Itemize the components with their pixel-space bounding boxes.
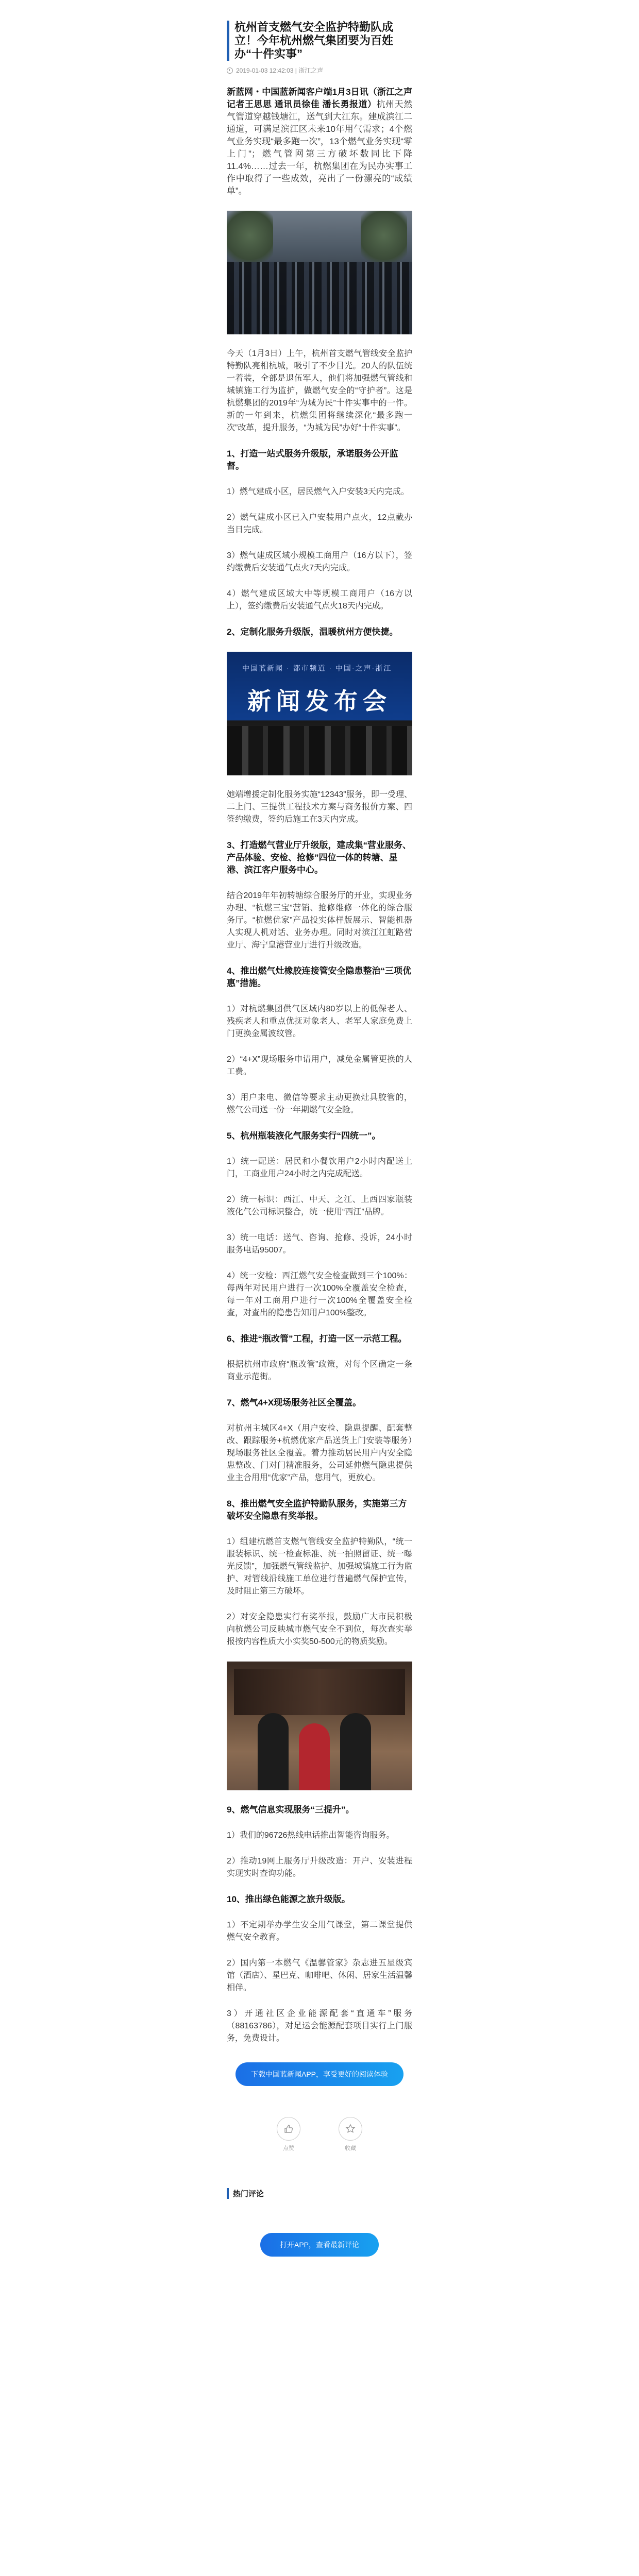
collect-label: 收藏	[345, 2145, 356, 2151]
person-shape	[340, 1713, 371, 1790]
paragraph: 1）燃气建成小区，居民燃气入户安装3天内完成。	[227, 487, 409, 496]
download-cta-wrap	[227, 2062, 412, 2086]
paragraph: 1）不定期举办学生安全用气课堂，第二课堂提供燃气安全教育。	[227, 1921, 412, 1942]
banner-main-text: 新闻发布会	[247, 687, 392, 715]
team-row	[227, 262, 412, 283]
meta-text: 2019-01-03 12:42:03 | 浙江之声	[236, 67, 324, 74]
paragraph: 3）统一电话：送气、咨询、抢修、投诉，24小时服务电话95007。	[227, 1233, 412, 1255]
paragraph: 1）对杭燃集团供气区域内80岁以上的低保老人、残疾老人和重点优抚对象老人、老军人家庭免费上门更换金属波纹管。	[227, 1005, 412, 1038]
open-app-cta-wrap	[227, 2233, 412, 2257]
paragraph: 4）统一安检：西江燃气安全检查做到三个100%：每两年对民用户进行一次100%全覆盖安全检查，每一年对工商用户进行一次100%全覆盖安全检查，对查出的隐患告知用户100%整改。	[227, 1272, 412, 1317]
section-heading: 10、推出绿色能源之旅升级版。	[227, 1894, 350, 1904]
open-app-comments-button[interactable]: 打开APP，查看最新评论	[260, 2233, 379, 2257]
lead-paragraph	[227, 86, 412, 197]
collect-button[interactable]	[335, 2117, 366, 2152]
section-heading: 8、推出燃气安全监护特勤队服务，实施第三方破坏安全隐患有奖举报。	[227, 1499, 407, 1521]
audience-shape	[227, 726, 412, 775]
paragraph: 2）对安全隐患实行有奖举报，鼓励广大市民积极向杭燃公司反映城市燃气安全不到位，每次查实举报按内容性质大小实奖50-500元的物质奖励。	[227, 1613, 412, 1646]
paragraph: 2）统一标识：西江、中天、之江、上西四家瓶装液化气公司标识整合，统一使用“西江”品牌。	[227, 1195, 412, 1216]
photo-press-conference	[227, 652, 412, 775]
paragraph: 2）“4+X”现场服务申请用户，减免金属管更换的人工费。	[227, 1055, 412, 1076]
paragraph: 2）推动19网上服务厅升级改造：开户、安装进程实现实时查询功能。	[227, 1857, 412, 1878]
paragraph: 3）燃气建成区域小规模工商用户（16方以下），签约缴费后安装通气点火7天内完成。	[227, 551, 412, 572]
section-heading: 3、打造燃气营业厅升级版，建成集“营业服务、产品体验、安检、抢修”四位一体的转塘、星港、滨江客户服务中心。	[227, 840, 411, 875]
download-app-button[interactable]: 下载中国蓝新闻APP，享受更好的阅读体验	[236, 2062, 403, 2086]
paragraph: 1）我们的96726热线电话推出智能咨询服务。	[227, 1831, 395, 1840]
lead-rest: 杭州天然气管道穿越钱塘江，送气到大江东。建成滨江二通道，可满足滨江区未来10年用气需求；4个燃气业务实现“最多跑一次”，13个燃气业务实现“零上门”；燃气管网第三方破坏数同比下降11.4%……过去一年，杭燃集团在为民办实事工作中取得了一些成效，亮出了一份漂亮的“成绩单”。	[227, 99, 413, 196]
hot-comments-title: 热门评论	[227, 2188, 412, 2199]
clock-icon	[227, 67, 233, 74]
paragraph: 对杭州主城区4+X（用户安检、隐患提醒、配套整改、跟踪服务+杭燃优家产品送货上门安装等服务）现场服务社区全覆盖。着力推动居民用户内安全隐患整改、门对门精准服务，公司延伸燃气隐患提供业主合用用“优家”产品，您用气，更放心。	[227, 1424, 412, 1482]
section-heading: 4、推出燃气灶橡胶连接管安全隐患整治“三项优惠”措施。	[227, 966, 411, 988]
paragraph: 2）国内第一本燃气《温馨管家》杂志进五星级宾馆（酒店）、星巴克、咖啡吧、休闲、居家生活温馨相伴。	[227, 1959, 413, 1992]
like-button[interactable]	[273, 2117, 304, 2152]
article-actions	[273, 2117, 366, 2152]
paragraph: 今天（1月3日）上午，杭州首支燃气管线安全监护特勤队亮相杭城，吸引了不少目光。20人的队伍统一着装，全部是退伍军人，他们将加强燃气管线和城镇施工行为监护，做燃气安全的“守护者”。这是杭燃集团的2019年“为城为民”十件实事中的一件。新的一年到来，杭燃集团将继续深化“最多跑一次”改革，提升服务，“为城为民”办好“十件实事”。	[227, 349, 412, 432]
star-icon	[339, 2117, 362, 2141]
paragraph: 3）开通社区企业能源配套“直通车”服务（88163786），对足运会能源配套项目实行上门服务，免费设计。	[227, 2009, 412, 2043]
person-shape	[299, 1723, 330, 1790]
paragraph: 她端增援定制化服务实施“12343”服务，即一受理、二上门、三提供工程技术方案与商务报价方案、四签约缴费，签约后施工在3天内完成。	[227, 790, 412, 824]
article	[227, 0, 412, 2257]
paragraph: 1）统一配送：居民和小餐饮用户2小时内配送上门，工商业用户24小时之内完成配送。	[227, 1157, 412, 1178]
title-bar	[227, 21, 412, 61]
section-heading: 5、杭州瓶装液化气服务实行“四统一”。	[227, 1131, 381, 1141]
photo-ceremony	[227, 1662, 412, 1790]
section-heading: 6、推进“瓶改管”工程，打造一区一示范工程。	[227, 1334, 407, 1344]
article-meta	[227, 66, 412, 75]
photo-security-team	[227, 211, 412, 334]
paragraph: 3）用户来电、微信等要求主动更换灶具胶管的，燃气公司送一份一年期燃气安全险。	[227, 1093, 412, 1114]
paragraph: 根据杭州市政府“瓶改管”政策，对每个区确定一条商业示范街。	[227, 1360, 412, 1381]
article-title: 杭州首支燃气安全监护特勤队成立！今年杭州燃气集团要为百姓办“十件实事”	[234, 21, 394, 60]
paragraph: 2）燃气建成小区已入户安装用户点火，12点截办当日完成。	[227, 513, 412, 534]
like-label: 点赞	[283, 2145, 294, 2151]
team-row	[227, 283, 412, 309]
section-heading: 9、燃气信息实现服务“三提升”。	[227, 1805, 355, 1815]
team-row	[227, 309, 412, 334]
banner-top-text: 中国蓝新闻 · 都市频道 · 中国·之声·浙江	[242, 664, 392, 672]
like-icon	[277, 2117, 300, 2141]
section-heading: 7、燃气4+X现场服务社区全覆盖。	[227, 1398, 362, 1408]
person-shape	[258, 1713, 289, 1790]
backdrop-panel	[234, 1669, 405, 1715]
section-heading: 2、定制化服务升级版，温暖杭州方便快捷。	[227, 627, 398, 637]
lead-bold: 新蓝网・中国蓝新闻客户端1月3日讯（浙江之声记者王思思 通讯员徐佳 潘长勇报道）	[227, 87, 412, 109]
paragraph: 结合2019年年初转塘综合服务厅的开业，实现业务办理、“杭燃三宝”营销、抢修维修一体化的综合服务厅。“杭燃优家”产品投实体样版展示、智能机器人实现人机对话、业务办理。同时对滨江江虹路营业厅、海宁皇港营业厅进行升级改造。	[227, 891, 412, 950]
paragraph: 4）燃气建成区域大中等规模工商用户（16方以上），签约缴费后安装通气点火18天内完成。	[227, 589, 412, 611]
paragraph: 1）组建杭燃首支燃气管线安全监护特勤队，“统一服装标识、统一检查标准、统一拍照留证、统一曝光反馈”，加强燃气管线监护、加强城镇施工行为监护、对管线沿线施工单位进行普遍燃气保护宣传，及时阻止第三方破坏。	[227, 1537, 412, 1596]
section-heading: 1、打造一站式服务升级版，承诺服务公开监督。	[227, 449, 398, 471]
